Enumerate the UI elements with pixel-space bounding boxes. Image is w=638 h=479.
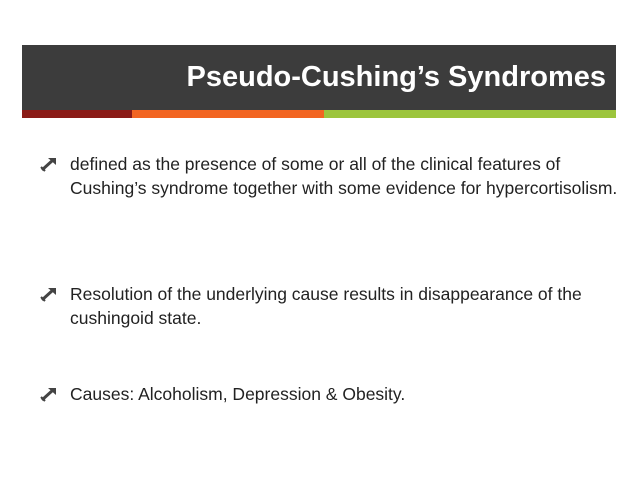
- arrow-up-right-icon: [40, 156, 58, 172]
- accent-bar-dark-red: [22, 110, 132, 118]
- bullet-text: Causes: Alcoholism, Depression & Obesity.: [70, 384, 406, 404]
- accent-bar-orange: [132, 110, 324, 118]
- accent-bar-green: [324, 110, 616, 118]
- bullet-text: defined as the presence of some or all of the clinical features of Cushing’s syndrome together with some evidence for hypercortisolism.: [70, 154, 618, 198]
- arrow-up-right-icon: [40, 286, 58, 302]
- title-bar: [22, 45, 616, 110]
- arrow-up-right-icon: [40, 386, 58, 402]
- bullet-text: Resolution of the underlying cause results in disappearance of the cushingoid state.: [70, 284, 582, 328]
- slide-title: Pseudo-Cushing’s Syndromes: [186, 61, 606, 93]
